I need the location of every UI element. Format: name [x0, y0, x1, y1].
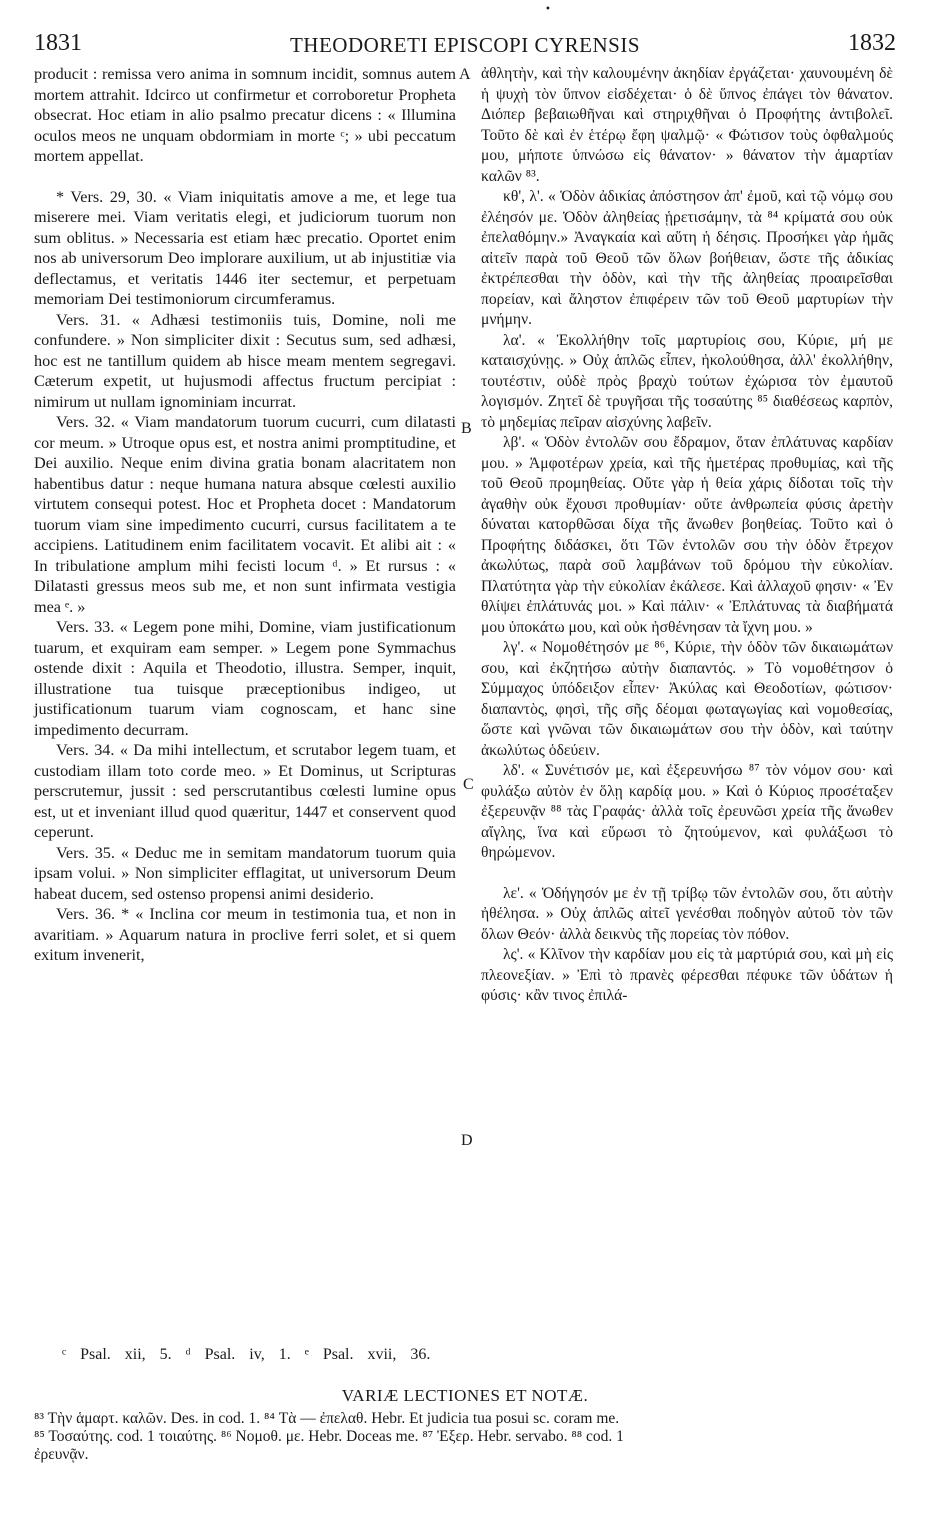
greek-paragraph: λς'. « Κλῖνον τὴν καρδίαν μου εἰς τὰ μαρτύριά σου, καὶ μὴ εἰς πλεονεξίαν. » Ἐπὶ τὸ πρανὲς φέρεσθαι πέφυκε τῶν ὑδάτων ἡ φύσις· κἂν τινος ἐπιλά- — [481, 946, 893, 1004]
note-line: ⁸³ Τὴν ἁμαρτ. καλῶν. Des. in cod. 1. ⁸⁴ Τὰ — ἐπελαθ. Hebr. Et judicia tua posui sc. coram me. — [34, 1410, 620, 1427]
greek-paragraph: ἀθλητὴν, καὶ τὴν καλουμένην ἀκηδίαν ἐργάζεται· χαυνουμένη δὲ ἡ ψυχὴ τὸν ὕπνον εἰσδέχεται· ὁ δὲ ὕπνος ἐπάγει τὸν θάνατον. Διόπερ βεβαιωθῆναι καὶ στηριχθῆναι ὁ Προφήτης ἀντιβολεῖ. Τοῦτο δὲ καὶ ἐν ἑτέρῳ ἔφη ψαλμῷ· « Φώτισον τοὺς ὀφθαλμούς μου, μήποτε ὑπνώσω εἰς θάνατον· » θάνατον τὴν ἁμαρτίαν καλῶν ⁸³. — [481, 65, 893, 185]
running-header — [34, 30, 896, 58]
margin-letter-d: D — [461, 1132, 473, 1149]
latin-paragraph: Vers. 32. « Viam mandatorum tuorum cucurri, cum dilatasti cor meum. » Utroque opus est, et nostra animi promptitudine, et Dei auxilio. Neque enim divina gratia bonam alacritatem non habentibus datur : neque humana natura absque cœlesti auxilio virtutem consequi potest. Hoc et Propheta docet : Mandatorum tuorum viam sine impedimento cucurri, cursus facilitatem a te accipiens. Latitudinem enim facilitatem vocavit. Et alibi ait : « In tribulatione amplum mihi fecisti locum ᵈ. » Et rursus : « Dilatasti gressus meos sub me, et non sunt infirmata vestigia mea ᵉ. » — [34, 413, 456, 616]
greek-paragraph: λε'. « Ὁδήγησόν με ἐν τῇ τρίβῳ τῶν ἐντολῶν σου, ὅτι αὐτὴν ἠθέλησα. » Οὐχ ἁπλῶς αἰτεῖ γενέσθαι ποδηγὸν αὐτοῦ τὸν τῶν ὅλων Θεόν· ἀλλὰ δεικνὺς τῆς πορείας τὸν πόθον. — [481, 884, 893, 943]
footnotes: ᶜ Psal. xii, 5. ᵈ Psal. iv, 1. ᵉ Psal. xvii, 36. — [62, 1346, 431, 1363]
greek-paragraph: λβ'. « Ὁδὸν ἐντολῶν σου ἔδραμον, ὅταν ἐπλάτυνας καρδίαν μου. » Ἀμφοτέρων χρεία, καὶ τῆς ἡμετέρας προθυμίας, καὶ τῆς τοῦ Θεοῦ προμηθείας. Οὔτε γὰρ ἡ θεία χάρις δίδοται τοῖς τὴν ἀγαθὴν οὐκ ἔχουσι προθυμίαν· οὔτε ἀνθρωπεία φύσις ἀρετὴν δύναται κατορθῶσαι δίχα τῆς ἄνωθεν βοηθείας. Τοῦτο καὶ ὁ Προφήτης διδάσκει, ὅτι Τῶν ἐντολῶν σου τὴν ὁδὸν ἔτρεχον ἀκωλύτως, παρὰ σοῦ λαμβάνων τοῦ δρόμου τὴν εὐκολίαν. Πλατύτητα γὰρ τὴν εὐκολίαν ἐκάλεσε. Καὶ ἀλλαχοῦ φησιν· « Ἐν θλίψει ἐπλάτυνάς μοι. » Καὶ πάλιν· « Ἐπλάτυνας τὰ διαβήματά μου ὑποκάτω μου, καὶ οὐκ ἠσθένησαν τὰ ἴχνη μου. » — [481, 434, 893, 636]
latin-paragraph: * Vers. 29, 30. « Viam iniquitatis amove a me, et lege tua miserere mei. Viam veritatis elegi, et judiciorum tuorum non sum oblitus. » Necessaria est etiam hæc precatio. Oportet enim nos ab universorum Deo implorare auxilium, ut ab injustitiæ via deflectamus, et veritatis 1446 iter sectemur, et perpetuam memoriam Dei testimoniorum circumferamus. — [34, 187, 456, 308]
latin-paragraph: Vers. 36. * « Inclina cor meum in testimonia tua, et non in avaritiam. » Aquarum natura in proclive ferri solet, et si quem exitum invenerit, — [34, 905, 456, 964]
margin-letter-b: B — [461, 420, 472, 437]
latin-paragraph: Vers. 33. « Legem pone mihi, Domine, viam justificationum tuarum, et exquiram eam semper. » Legem pone Symmachus ostende dixit : Aquila et Theodotio, illustra. Semper, inquit, illustratione tua tuisque præceptionibus indigeo, ut justificationum tuarum viam cognoscam, et hanc sine impedimento decurram. — [34, 618, 456, 739]
notes-title: VARIÆ LECTIONES ET NOTÆ. — [341, 1386, 589, 1405]
variant-notes — [34, 1410, 896, 1464]
note-line: ⁸⁵ Τοσαύτης. cod. 1 τοιαύτης. ⁸⁶ Νομοθ. με. Hebr. Doceas me. ⁸⁷ Ἐξερ. Hebr. servabo. ⁸⁸ cod. 1 — [34, 1428, 624, 1445]
latin-paragraph: producit : remissa vero anima in somnum incidit, somnus autem mortem attrahit. Idcirco ut confirmetur et corroboretur Propheta obsecrat. Hoc etiam in alio psalmo precatur dicens : « Illumina oculos meos ne unquam obdormiam in morte ᶜ; » ubi peccatum mortem appellat. — [34, 65, 456, 165]
page-number-right: 1832 — [848, 30, 896, 56]
margin-letter-a: A — [459, 66, 471, 83]
latin-paragraph: Vers. 31. « Adhæsi testimoniis tuis, Domine, noli me confundere. » Non simpliciter dixit : Secutus sum, sed adhæsi, hoc est ne tantillum quidem ab hisce meam mentem segregavi. Cæterum expetit, ut hujusmodi affectus fructum percipiat : nimirum ut nullam ignominiam incurrat. — [34, 310, 456, 411]
greek-paragraph: κθ', λ'. « Ὁδὸν ἀδικίας ἀπόστησον ἀπ' ἐμοῦ, καὶ τῷ νόμῳ σου ἐλέησόν με. Ὁδὸν ἀληθείας ᾑρετισάμην, τὰ ⁸⁴ κρίματά σου οὐκ ἐπελαθόμην.» Ἀναγκαία καὶ αὕτη ἡ δέησις. Προσήκει γὰρ ἡμᾶς αἰτεῖν παρὰ τοῦ Θεοῦ τῶν ὅλων βοήθειαν, ὥστε τῆς ἀδικίας ἐκτρέπεσθαι τὴν ὁδὸν, καὶ τὴν τῆς ἀληθείας προαιρεῖσθαι πορείαν, καὶ ἄληστον ἐπιφέρειν τῶν τοῦ Θεοῦ μαρτυρίων τὴν μνήμην. — [481, 188, 893, 328]
running-title: THEODORETI EPISCOPI CYRENSIS — [289, 33, 641, 57]
print-speck: • — [545, 4, 551, 15]
greek-paragraph: λδ'. « Συνέτισόν με, καὶ ἐξερευνήσω ⁸⁷ τὸν νόμον σου· καὶ φυλάξω αὐτὸν ἐν ὅλῃ καρδίᾳ μου. » Καὶ ὁ Κύριος προσέταξεν ἐξερευνᾷν ⁸⁸ τὰς Γραφάς· ἀλλὰ τοῖς ἐρευνῶσι χρεία τῆς ἄνωθεν αἴγλης, ἵνα καὶ εὕρωσι τὸ ζητούμενον, καὶ φυλάξωσι τὸ θηρώμενον. — [481, 762, 893, 861]
note-line: ἐρευνᾷν. — [34, 1446, 89, 1463]
latin-paragraph: Vers. 34. « Da mihi intellectum, et scrutabor legem tuam, et custodiam illam toto corde meo. » Et Dominus, ut Scripturas perscrutemur, jussit : sed perscrutantibus cœlesti lumine opus est, ut et inveniant illud quod quæritur, 1447 et conservent quod ceperunt. — [34, 741, 456, 841]
latin-paragraph: Vers. 35. « Deduc me in semitam mandatorum tuorum quia ipsam volui. » Non simpliciter efflagitat, ut universorum Deum habeat ducem, sed ostenso propensi animi desiderio. — [34, 843, 456, 903]
margin-letter-c: C — [463, 776, 474, 793]
greek-paragraph: λγ'. « Νομοθέτησόν με ⁸⁶, Κύριε, τὴν ὁδὸν τῶν δικαιωμάτων σου, καὶ ἐκζητήσω αὐτὴν διαπαντός. » Τὸ νομοθέτησον ὁ Σύμμαχος ὑπόδειξον εἶπεν· Ἀκύλας καὶ Θεοδοτίων, φώτισον· διαπαντὸς, φησὶ, τῆς σῆς δέομαι φωταγωγίας καὶ νομοθεσίας, ὥστε καὶ γνῶναι τῶν δικαιωμάτων σου τὴν ὁδὸν, καὶ ταύτην ἀκωλύτως ὁδεύειν. — [481, 639, 893, 759]
greek-column — [481, 64, 893, 1007]
latin-column — [34, 64, 456, 966]
greek-paragraph: λα'. « Ἐκολλήθην τοῖς μαρτυρίοις σου, Κύριε, μή με καταισχύνῃς. » Οὐχ ἁπλῶς εἶπεν, ἠκολούθησα, ἀλλ' ἐκολλήθην, τουτέστιν, οὐδὲ πρὸς βραχὺ τούτων ἐχώρισα τὸν ἐμαυτοῦ λογισμόν. Ζητεῖ δὲ τρυγῆσαι τῆς τοσαύτης ⁸⁵ διαθέσεως καρπὸν, τὸ μηδεμίας πεῖραν αἰσχύνης λαβεῖν. — [481, 331, 893, 431]
page-number-left: 1831 — [34, 30, 82, 56]
